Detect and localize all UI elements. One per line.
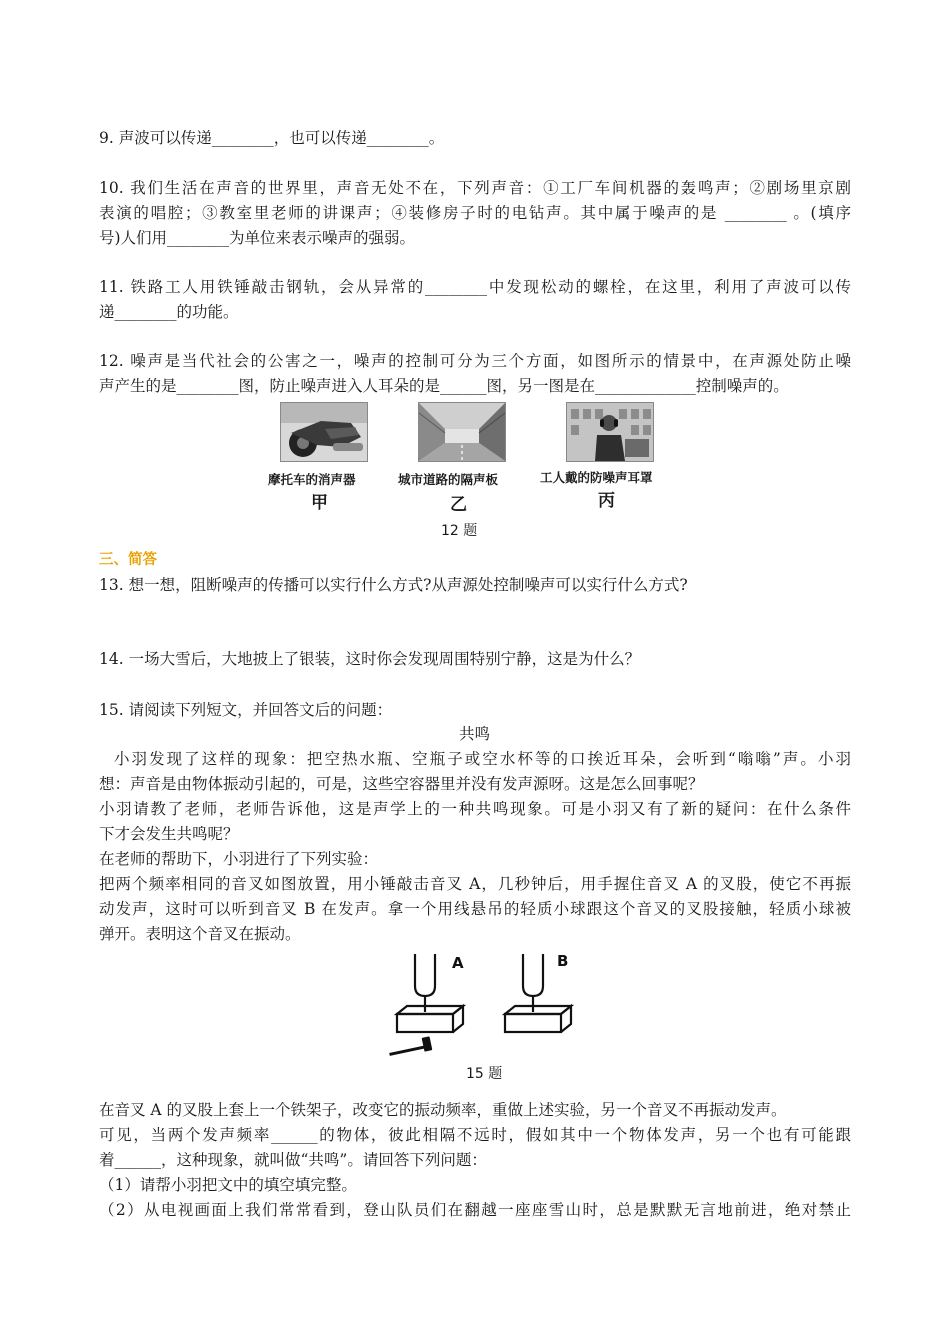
passage-p3: 在老师的帮助下，小羽进行了下列实验： (99, 850, 379, 868)
question-14: 14. 一场大雪后，大地披上了银装，这时你会发现周围特别宁静，这是为什么？ (99, 650, 641, 668)
question-10-line-3: 号)人们用________为单位来表示噪声的强弱。 (99, 229, 416, 247)
passage-p4-line-2: 动发声，这时可以听到音叉 B 在发声。拿一个用线悬吊的轻质小球跟这个音叉的叉股接触，轻质小球被 (99, 900, 851, 918)
passage-p4-line-1: 把两个频率相同的音叉如图放置，用小锤敲击音叉 A，几秒钟后，用手握住音叉 A 的叉股，使它不再振 (99, 875, 851, 893)
passage-p2-line-2: 下才会发生共鸣呢？ (99, 825, 239, 843)
motorcycle-photo (280, 402, 368, 462)
figure-12-caption: 12 题 (441, 523, 478, 539)
panel-jia-label: 摩托车的消声器 (268, 472, 356, 487)
panel-yi-label: 城市道路的隔声板 (398, 472, 499, 487)
sub-question-1: （1）请帮小羽把文中的填空填完整。 (99, 1176, 357, 1194)
panel-bing-label: 工人戴的防噪声耳罩 (540, 470, 653, 485)
panel-yi-name: 乙 (450, 495, 467, 515)
fork-b-label: B (557, 952, 569, 970)
panel-jia-name: 甲 (311, 493, 328, 513)
question-13: 13. 想一想，阻断噪声的传播可以实行什么方式?从声源处控制噪声可以实行什么方式? (99, 576, 688, 594)
passage-p1-line-2: 想：声音是由物体振动引起的，可是，这些空容器里并没有发声源呀。这是怎么回事呢？ (99, 775, 704, 793)
passage-p1-line-1: 小羽发现了这样的现象：把空热水瓶、空瓶子或空水杯等的口挨近耳朵，会听到“嗡嗡”声。小羽 (114, 750, 851, 768)
section-title: 三、简答 (99, 552, 157, 568)
sub-question-2: （2）从电视画面上我们常常看到，登山队员们在翻越一座座雪山时，总是默默无言地前进，绝对禁止 (99, 1201, 851, 1219)
road-barrier-photo (418, 402, 506, 462)
figure-15-caption: 15 题 (466, 1066, 503, 1082)
question-12-line-1: 12. 噪声是当代社会的公害之一，噪声的控制可分为三个方面，如图所示的情景中，在声源处防止噪 (99, 352, 851, 370)
fork-a-label: A (452, 954, 464, 972)
question-10-line-2: 表演的唱腔；③教室里老师的讲课声；④装修房子时的电钻声。其中属于噪声的是 ________ 。(填序 (99, 204, 851, 222)
noise-control-figure (268, 400, 680, 515)
passage-p6-line-1: 可见，当两个发声频率______的物体，彼此相隔不远时，假如其中一个物体发声，另一个也有可能跟 (99, 1126, 851, 1144)
question-12-line-2: 声产生的是________图，防止噪声进入人耳朵的是______图，另一图是在_____________控制噪声的。 (99, 377, 789, 395)
question-10-line-1: 10. 我们生活在声音的世界里，声音无处不在，下列声音：①工厂车间机器的轰鸣声；②剧场里京剧 (99, 179, 851, 197)
earmuff-worker-photo (566, 402, 654, 462)
panel-bing-name: 丙 (598, 491, 615, 511)
question-11-line-1: 11. 铁路工人用铁锤敲击钢轨，会从异常的________中发现松动的螺栓，在这里，利用了声波可以传 (99, 278, 851, 296)
question-9: 9. 声波可以传递________，也可以传递________。 (99, 129, 445, 147)
question-11-line-2: 递________的功能。 (99, 303, 239, 321)
passage-p6-line-2: 着______，这种现象，就叫做“共鸣”。请回答下列问题： (99, 1151, 487, 1169)
passage-p4-line-3: 弹开。表明这个音叉在振动。 (99, 925, 301, 943)
tuning-fork-figure (385, 948, 585, 1060)
passage-p2-line-1: 小羽请教了老师，老师告诉他，这是声学上的一种共鸣现象。可是小羽又有了新的疑问：在什么条件 (99, 800, 851, 818)
passage-title: 共鸣 (459, 725, 491, 743)
question-15-intro: 15. 请阅读下列短文，并回答文后的问题： (99, 701, 393, 719)
passage-p5: 在音叉 A 的叉股上套上一个铁架子，改变它的振动频率，重做上述实验，另一个音叉不再振动发声。 (99, 1101, 787, 1119)
